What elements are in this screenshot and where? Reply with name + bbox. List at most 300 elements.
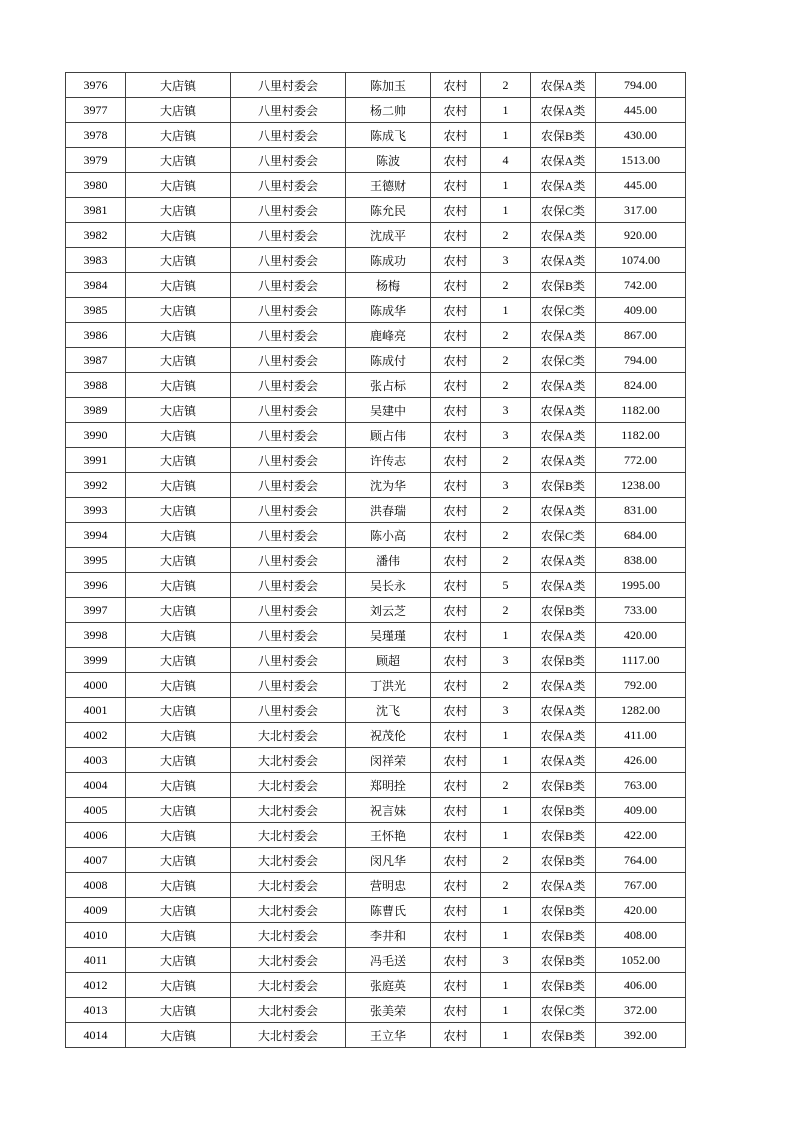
village-committee-cell: 八里村委会 <box>231 673 346 698</box>
person-count-cell: 2 <box>481 523 531 548</box>
amount-cell: 406.00 <box>596 973 686 998</box>
town-cell: 大店镇 <box>126 298 231 323</box>
town-cell: 大店镇 <box>126 748 231 773</box>
table-row <box>66 423 686 448</box>
amount-cell: 794.00 <box>596 348 686 373</box>
serial-number-cell: 3985 <box>66 298 126 323</box>
table-row <box>66 898 686 923</box>
town-cell: 大店镇 <box>126 98 231 123</box>
person-count-cell: 2 <box>481 598 531 623</box>
village-committee-cell: 八里村委会 <box>231 273 346 298</box>
person-name-cell: 沈为华 <box>346 473 431 498</box>
person-count-cell: 1 <box>481 823 531 848</box>
village-committee-cell: 大北村委会 <box>231 748 346 773</box>
serial-number-cell: 3989 <box>66 398 126 423</box>
serial-number-cell: 3978 <box>66 123 126 148</box>
residence-type-cell: 农村 <box>431 923 481 948</box>
person-count-cell: 1 <box>481 173 531 198</box>
insurance-category-cell: 农保B类 <box>531 648 596 673</box>
village-committee-cell: 八里村委会 <box>231 448 346 473</box>
village-committee-cell: 八里村委会 <box>231 348 346 373</box>
residence-type-cell: 农村 <box>431 273 481 298</box>
person-count-cell: 1 <box>481 748 531 773</box>
person-name-cell: 顾超 <box>346 648 431 673</box>
village-committee-cell: 八里村委会 <box>231 298 346 323</box>
town-cell: 大店镇 <box>126 523 231 548</box>
table-row <box>66 598 686 623</box>
town-cell: 大店镇 <box>126 348 231 373</box>
residence-type-cell: 农村 <box>431 973 481 998</box>
table-row <box>66 223 686 248</box>
insurance-category-cell: 农保A类 <box>531 723 596 748</box>
insurance-category-cell: 农保C类 <box>531 998 596 1023</box>
insurance-category-cell: 农保C类 <box>531 198 596 223</box>
person-count-cell: 2 <box>481 223 531 248</box>
table-row <box>66 573 686 598</box>
amount-cell: 1995.00 <box>596 573 686 598</box>
village-committee-cell: 八里村委会 <box>231 73 346 98</box>
person-count-cell: 2 <box>481 548 531 573</box>
town-cell: 大店镇 <box>126 573 231 598</box>
person-count-cell: 1 <box>481 973 531 998</box>
town-cell: 大店镇 <box>126 673 231 698</box>
residence-type-cell: 农村 <box>431 623 481 648</box>
amount-cell: 445.00 <box>596 173 686 198</box>
serial-number-cell: 4004 <box>66 773 126 798</box>
town-cell: 大店镇 <box>126 73 231 98</box>
insurance-category-cell: 农保C类 <box>531 523 596 548</box>
table-row <box>66 523 686 548</box>
table-row <box>66 948 686 973</box>
person-name-cell: 潘伟 <box>346 548 431 573</box>
person-name-cell: 王德财 <box>346 173 431 198</box>
serial-number-cell: 3979 <box>66 148 126 173</box>
person-name-cell: 许传志 <box>346 448 431 473</box>
residence-type-cell: 农村 <box>431 223 481 248</box>
serial-number-cell: 4012 <box>66 973 126 998</box>
person-name-cell: 杨二帅 <box>346 98 431 123</box>
insurance-category-cell: 农保A类 <box>531 398 596 423</box>
person-name-cell: 陈成功 <box>346 248 431 273</box>
payment-table-body <box>66 73 686 1048</box>
residence-type-cell: 农村 <box>431 173 481 198</box>
table-row <box>66 748 686 773</box>
insurance-category-cell: 农保A类 <box>531 248 596 273</box>
residence-type-cell: 农村 <box>431 298 481 323</box>
table-row <box>66 473 686 498</box>
residence-type-cell: 农村 <box>431 98 481 123</box>
town-cell: 大店镇 <box>126 448 231 473</box>
village-committee-cell: 大北村委会 <box>231 873 346 898</box>
table-row <box>66 348 686 373</box>
person-name-cell: 陈波 <box>346 148 431 173</box>
village-committee-cell: 大北村委会 <box>231 973 346 998</box>
amount-cell: 1282.00 <box>596 698 686 723</box>
insurance-category-cell: 农保A类 <box>531 573 596 598</box>
village-committee-cell: 大北村委会 <box>231 998 346 1023</box>
village-committee-cell: 八里村委会 <box>231 148 346 173</box>
village-committee-cell: 八里村委会 <box>231 623 346 648</box>
residence-type-cell: 农村 <box>431 148 481 173</box>
residence-type-cell: 农村 <box>431 948 481 973</box>
person-name-cell: 杨梅 <box>346 273 431 298</box>
insurance-category-cell: 农保A类 <box>531 698 596 723</box>
serial-number-cell: 3995 <box>66 548 126 573</box>
insurance-category-cell: 农保C类 <box>531 298 596 323</box>
town-cell: 大店镇 <box>126 723 231 748</box>
amount-cell: 794.00 <box>596 73 686 98</box>
insurance-category-cell: 农保A类 <box>531 323 596 348</box>
person-count-cell: 2 <box>481 773 531 798</box>
town-cell: 大店镇 <box>126 1023 231 1048</box>
insurance-category-cell: 农保B类 <box>531 823 596 848</box>
person-count-cell: 2 <box>481 448 531 473</box>
table-row <box>66 73 686 98</box>
table-row <box>66 323 686 348</box>
residence-type-cell: 农村 <box>431 323 481 348</box>
amount-cell: 792.00 <box>596 673 686 698</box>
village-committee-cell: 八里村委会 <box>231 598 346 623</box>
serial-number-cell: 3990 <box>66 423 126 448</box>
village-committee-cell: 大北村委会 <box>231 773 346 798</box>
table-row <box>66 773 686 798</box>
person-count-cell: 1 <box>481 623 531 648</box>
table-row <box>66 823 686 848</box>
table-row <box>66 798 686 823</box>
village-committee-cell: 八里村委会 <box>231 373 346 398</box>
village-committee-cell: 大北村委会 <box>231 923 346 948</box>
amount-cell: 409.00 <box>596 798 686 823</box>
serial-number-cell: 3976 <box>66 73 126 98</box>
amount-cell: 408.00 <box>596 923 686 948</box>
person-count-cell: 1 <box>481 723 531 748</box>
village-committee-cell: 大北村委会 <box>231 948 346 973</box>
table-row <box>66 673 686 698</box>
person-name-cell: 鹿峰亮 <box>346 323 431 348</box>
person-count-cell: 5 <box>481 573 531 598</box>
amount-cell: 772.00 <box>596 448 686 473</box>
person-name-cell: 张占标 <box>346 373 431 398</box>
insurance-category-cell: 农保A类 <box>531 98 596 123</box>
serial-number-cell: 3993 <box>66 498 126 523</box>
residence-type-cell: 农村 <box>431 498 481 523</box>
serial-number-cell: 4000 <box>66 673 126 698</box>
residence-type-cell: 农村 <box>431 673 481 698</box>
person-count-cell: 2 <box>481 323 531 348</box>
person-count-cell: 3 <box>481 648 531 673</box>
payment-table <box>65 72 686 1048</box>
village-committee-cell: 八里村委会 <box>231 173 346 198</box>
person-name-cell: 陈加玉 <box>346 73 431 98</box>
town-cell: 大店镇 <box>126 923 231 948</box>
village-committee-cell: 八里村委会 <box>231 698 346 723</box>
town-cell: 大店镇 <box>126 848 231 873</box>
amount-cell: 392.00 <box>596 1023 686 1048</box>
town-cell: 大店镇 <box>126 498 231 523</box>
table-row <box>66 973 686 998</box>
town-cell: 大店镇 <box>126 223 231 248</box>
serial-number-cell: 4013 <box>66 998 126 1023</box>
person-name-cell: 王立华 <box>346 1023 431 1048</box>
serial-number-cell: 3999 <box>66 648 126 673</box>
table-row <box>66 373 686 398</box>
amount-cell: 317.00 <box>596 198 686 223</box>
amount-cell: 411.00 <box>596 723 686 748</box>
table-row <box>66 248 686 273</box>
serial-number-cell: 4009 <box>66 898 126 923</box>
person-name-cell: 陈成付 <box>346 348 431 373</box>
insurance-category-cell: 农保A类 <box>531 873 596 898</box>
village-committee-cell: 八里村委会 <box>231 498 346 523</box>
town-cell: 大店镇 <box>126 873 231 898</box>
town-cell: 大店镇 <box>126 323 231 348</box>
person-count-cell: 1 <box>481 123 531 148</box>
village-committee-cell: 大北村委会 <box>231 848 346 873</box>
village-committee-cell: 八里村委会 <box>231 423 346 448</box>
table-row <box>66 723 686 748</box>
table-row <box>66 623 686 648</box>
table-row <box>66 923 686 948</box>
town-cell: 大店镇 <box>126 423 231 448</box>
table-row <box>66 998 686 1023</box>
person-count-cell: 2 <box>481 848 531 873</box>
insurance-category-cell: 农保A类 <box>531 73 596 98</box>
residence-type-cell: 农村 <box>431 998 481 1023</box>
village-committee-cell: 八里村委会 <box>231 323 346 348</box>
residence-type-cell: 农村 <box>431 198 481 223</box>
table-row <box>66 873 686 898</box>
serial-number-cell: 4014 <box>66 1023 126 1048</box>
village-committee-cell: 八里村委会 <box>231 573 346 598</box>
table-row <box>66 148 686 173</box>
person-name-cell: 祝言妹 <box>346 798 431 823</box>
insurance-category-cell: 农保B类 <box>531 473 596 498</box>
town-cell: 大店镇 <box>126 548 231 573</box>
insurance-category-cell: 农保A类 <box>531 173 596 198</box>
village-committee-cell: 八里村委会 <box>231 223 346 248</box>
person-count-cell: 1 <box>481 923 531 948</box>
insurance-category-cell: 农保A类 <box>531 373 596 398</box>
table-row <box>66 698 686 723</box>
town-cell: 大店镇 <box>126 648 231 673</box>
insurance-category-cell: 农保A类 <box>531 448 596 473</box>
person-count-cell: 2 <box>481 73 531 98</box>
serial-number-cell: 4001 <box>66 698 126 723</box>
amount-cell: 920.00 <box>596 223 686 248</box>
insurance-category-cell: 农保B类 <box>531 123 596 148</box>
amount-cell: 867.00 <box>596 323 686 348</box>
town-cell: 大店镇 <box>126 173 231 198</box>
serial-number-cell: 3997 <box>66 598 126 623</box>
person-name-cell: 沈飞 <box>346 698 431 723</box>
person-name-cell: 郑明拴 <box>346 773 431 798</box>
insurance-category-cell: 农保B类 <box>531 948 596 973</box>
serial-number-cell: 3986 <box>66 323 126 348</box>
amount-cell: 838.00 <box>596 548 686 573</box>
village-committee-cell: 八里村委会 <box>231 548 346 573</box>
town-cell: 大店镇 <box>126 973 231 998</box>
serial-number-cell: 4003 <box>66 748 126 773</box>
person-name-cell: 顾占伟 <box>346 423 431 448</box>
person-count-cell: 2 <box>481 348 531 373</box>
insurance-category-cell: 农保A类 <box>531 498 596 523</box>
insurance-category-cell: 农保A类 <box>531 423 596 448</box>
serial-number-cell: 3998 <box>66 623 126 648</box>
person-name-cell: 洪春瑞 <box>346 498 431 523</box>
residence-type-cell: 农村 <box>431 798 481 823</box>
serial-number-cell: 4011 <box>66 948 126 973</box>
person-name-cell: 闵祥荣 <box>346 748 431 773</box>
insurance-category-cell: 农保B类 <box>531 923 596 948</box>
table-row <box>66 173 686 198</box>
serial-number-cell: 3982 <box>66 223 126 248</box>
person-name-cell: 陈成飞 <box>346 123 431 148</box>
amount-cell: 824.00 <box>596 373 686 398</box>
village-committee-cell: 八里村委会 <box>231 98 346 123</box>
amount-cell: 1117.00 <box>596 648 686 673</box>
table-row <box>66 498 686 523</box>
amount-cell: 420.00 <box>596 623 686 648</box>
person-name-cell: 吴建中 <box>346 398 431 423</box>
amount-cell: 763.00 <box>596 773 686 798</box>
person-count-cell: 1 <box>481 1023 531 1048</box>
residence-type-cell: 农村 <box>431 598 481 623</box>
town-cell: 大店镇 <box>126 273 231 298</box>
serial-number-cell: 3991 <box>66 448 126 473</box>
village-committee-cell: 大北村委会 <box>231 798 346 823</box>
village-committee-cell: 八里村委会 <box>231 523 346 548</box>
person-name-cell: 陈允民 <box>346 198 431 223</box>
person-name-cell: 丁洪光 <box>346 673 431 698</box>
residence-type-cell: 农村 <box>431 248 481 273</box>
amount-cell: 684.00 <box>596 523 686 548</box>
person-count-cell: 1 <box>481 98 531 123</box>
insurance-category-cell: 农保A类 <box>531 673 596 698</box>
village-committee-cell: 八里村委会 <box>231 123 346 148</box>
residence-type-cell: 农村 <box>431 748 481 773</box>
village-committee-cell: 大北村委会 <box>231 723 346 748</box>
person-count-cell: 2 <box>481 673 531 698</box>
amount-cell: 742.00 <box>596 273 686 298</box>
serial-number-cell: 4002 <box>66 723 126 748</box>
village-committee-cell: 八里村委会 <box>231 648 346 673</box>
village-committee-cell: 大北村委会 <box>231 1023 346 1048</box>
town-cell: 大店镇 <box>126 623 231 648</box>
insurance-category-cell: 农保B类 <box>531 798 596 823</box>
residence-type-cell: 农村 <box>431 848 481 873</box>
residence-type-cell: 农村 <box>431 648 481 673</box>
person-count-cell: 2 <box>481 498 531 523</box>
table-row <box>66 398 686 423</box>
town-cell: 大店镇 <box>126 248 231 273</box>
person-name-cell: 吴瑾瑾 <box>346 623 431 648</box>
serial-number-cell: 3988 <box>66 373 126 398</box>
amount-cell: 764.00 <box>596 848 686 873</box>
town-cell: 大店镇 <box>126 798 231 823</box>
amount-cell: 1182.00 <box>596 423 686 448</box>
town-cell: 大店镇 <box>126 148 231 173</box>
residence-type-cell: 农村 <box>431 698 481 723</box>
table-row <box>66 548 686 573</box>
table-row <box>66 298 686 323</box>
residence-type-cell: 农村 <box>431 473 481 498</box>
insurance-category-cell: 农保A类 <box>531 148 596 173</box>
serial-number-cell: 3992 <box>66 473 126 498</box>
town-cell: 大店镇 <box>126 198 231 223</box>
person-name-cell: 闵凡华 <box>346 848 431 873</box>
village-committee-cell: 八里村委会 <box>231 398 346 423</box>
insurance-category-cell: 农保B类 <box>531 848 596 873</box>
insurance-category-cell: 农保B类 <box>531 973 596 998</box>
village-committee-cell: 八里村委会 <box>231 248 346 273</box>
person-count-cell: 1 <box>481 198 531 223</box>
residence-type-cell: 农村 <box>431 873 481 898</box>
amount-cell: 1182.00 <box>596 398 686 423</box>
amount-cell: 420.00 <box>596 898 686 923</box>
amount-cell: 409.00 <box>596 298 686 323</box>
person-count-cell: 4 <box>481 148 531 173</box>
person-count-cell: 3 <box>481 948 531 973</box>
person-count-cell: 2 <box>481 873 531 898</box>
residence-type-cell: 农村 <box>431 348 481 373</box>
serial-number-cell: 4006 <box>66 823 126 848</box>
amount-cell: 767.00 <box>596 873 686 898</box>
serial-number-cell: 4005 <box>66 798 126 823</box>
person-name-cell: 张庭英 <box>346 973 431 998</box>
serial-number-cell: 3994 <box>66 523 126 548</box>
serial-number-cell: 4008 <box>66 873 126 898</box>
insurance-category-cell: 农保A类 <box>531 548 596 573</box>
insurance-category-cell: 农保A类 <box>531 748 596 773</box>
person-count-cell: 3 <box>481 473 531 498</box>
village-committee-cell: 八里村委会 <box>231 198 346 223</box>
insurance-category-cell: 农保A类 <box>531 623 596 648</box>
person-name-cell: 王怀艳 <box>346 823 431 848</box>
person-count-cell: 1 <box>481 798 531 823</box>
person-count-cell: 3 <box>481 248 531 273</box>
person-name-cell: 冯毛送 <box>346 948 431 973</box>
residence-type-cell: 农村 <box>431 423 481 448</box>
serial-number-cell: 3980 <box>66 173 126 198</box>
residence-type-cell: 农村 <box>431 898 481 923</box>
serial-number-cell: 3981 <box>66 198 126 223</box>
amount-cell: 1074.00 <box>596 248 686 273</box>
town-cell: 大店镇 <box>126 123 231 148</box>
table-row <box>66 1023 686 1048</box>
insurance-category-cell: 农保B类 <box>531 898 596 923</box>
serial-number-cell: 4010 <box>66 923 126 948</box>
residence-type-cell: 农村 <box>431 723 481 748</box>
village-committee-cell: 八里村委会 <box>231 473 346 498</box>
amount-cell: 422.00 <box>596 823 686 848</box>
insurance-category-cell: 农保A类 <box>531 223 596 248</box>
residence-type-cell: 农村 <box>431 573 481 598</box>
insurance-category-cell: 农保B类 <box>531 773 596 798</box>
serial-number-cell: 3984 <box>66 273 126 298</box>
amount-cell: 831.00 <box>596 498 686 523</box>
person-name-cell: 吴长永 <box>346 573 431 598</box>
town-cell: 大店镇 <box>126 898 231 923</box>
person-name-cell: 张美荣 <box>346 998 431 1023</box>
residence-type-cell: 农村 <box>431 523 481 548</box>
person-name-cell: 陈小高 <box>346 523 431 548</box>
table-row <box>66 273 686 298</box>
amount-cell: 733.00 <box>596 598 686 623</box>
town-cell: 大店镇 <box>126 598 231 623</box>
town-cell: 大店镇 <box>126 473 231 498</box>
person-name-cell: 营明忠 <box>346 873 431 898</box>
residence-type-cell: 农村 <box>431 548 481 573</box>
